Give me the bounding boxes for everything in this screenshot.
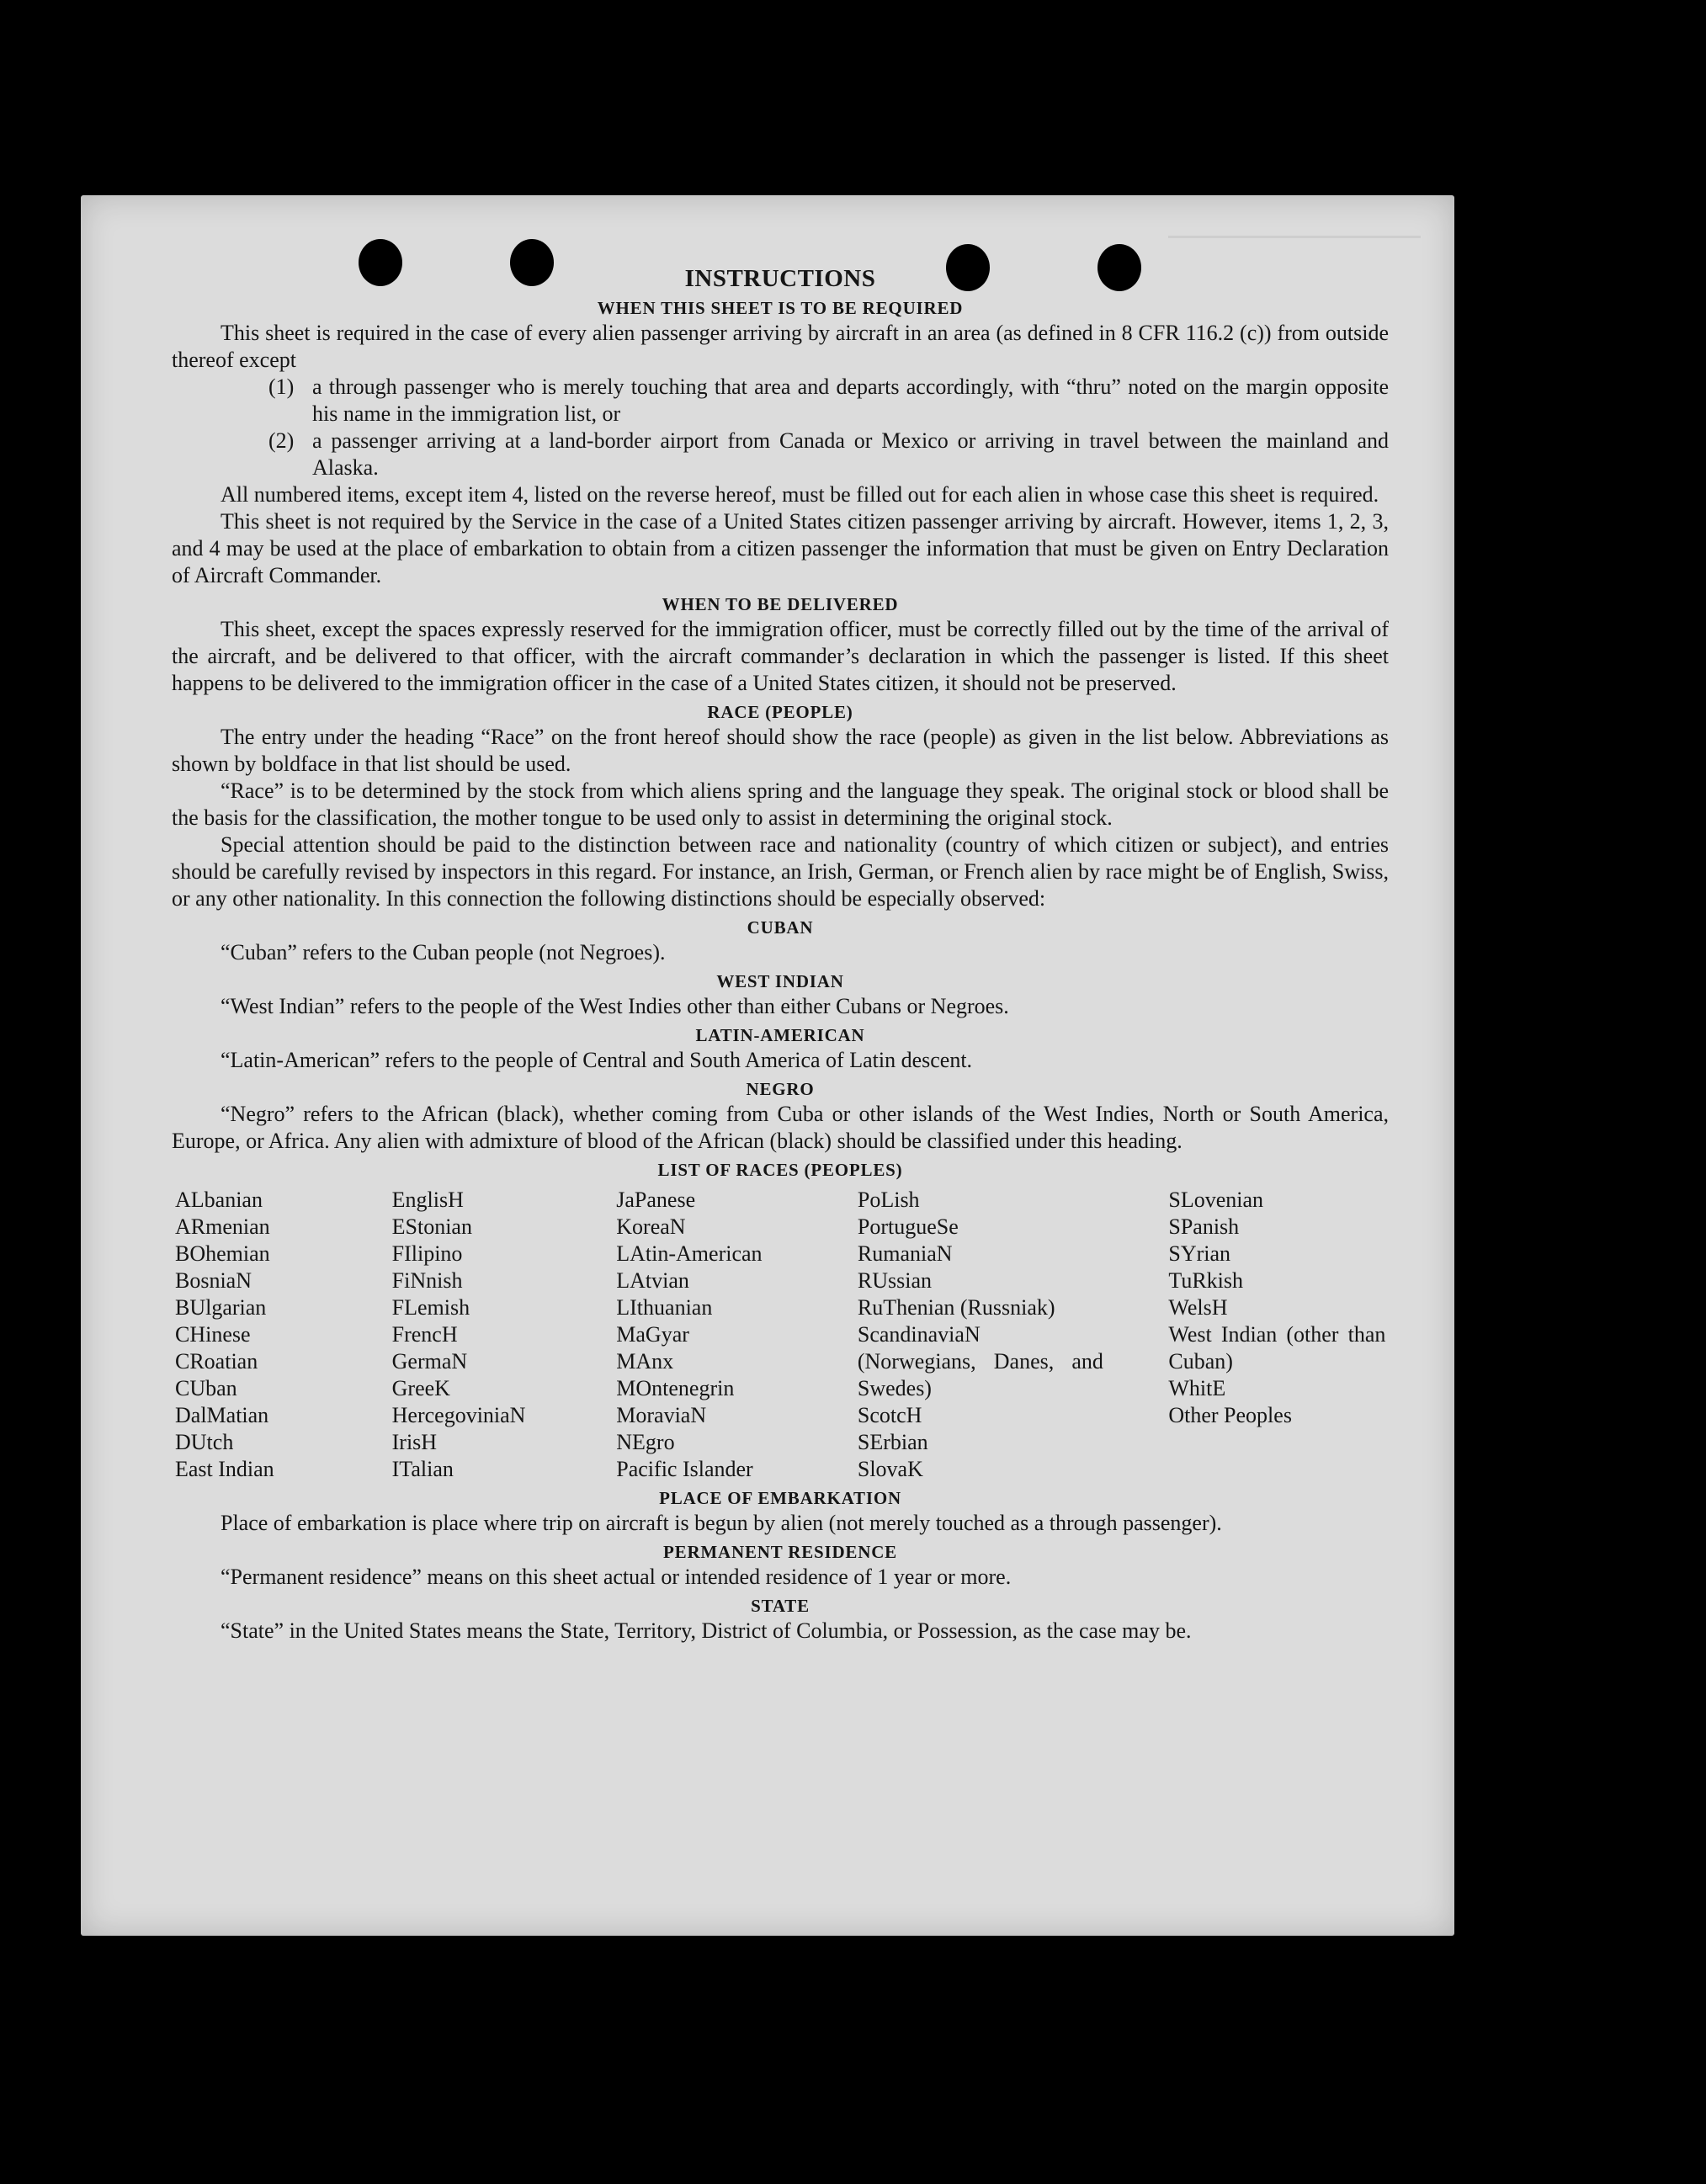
- race-entry: West Indian (other than Cuban): [1168, 1322, 1386, 1374]
- paragraph: This sheet is not required by the Service in the case of a United States citizen passenger arriving by aircraft. However, items 1, 2, 3, and 4 may be used at the place of embarkation to obtain from a citizen passenger the information that must be given on Entry Declaration of Aircraft Commander.: [172, 509, 1389, 587]
- race-entry: LIthuanian: [616, 1295, 713, 1320]
- race-entry: Other Peoples: [1168, 1403, 1292, 1427]
- section-heading-cuban: CUBAN: [747, 917, 814, 938]
- races-list: [175, 1187, 1389, 1483]
- race-entry: FiNnish: [391, 1268, 463, 1293]
- instruction-sheet: [81, 195, 1454, 1936]
- section-heading-west-indian: WEST INDIAN: [716, 971, 844, 991]
- races-column: [858, 1187, 1168, 1483]
- race-entry: DUtch: [175, 1430, 234, 1454]
- paragraph: “Permanent residence” means on this sheet actual or intended residence of 1 year or more.: [221, 1565, 1012, 1589]
- race-entry: PoLish: [857, 1188, 920, 1212]
- race-entry: SErbian: [857, 1430, 928, 1454]
- item-text: a passenger arriving at a land-border airport from Canada or Mexico or arriving in travel between the mainland and Alaska.: [312, 428, 1389, 480]
- race-entry: KoreaN: [616, 1214, 686, 1239]
- race-entry: SYrian: [1168, 1241, 1231, 1266]
- paragraph: “West Indian” refers to the people of the West Indies other than either Cubans or Negroes.: [221, 994, 1009, 1018]
- race-entry: Pacific Islander: [616, 1457, 753, 1481]
- section-heading-race: RACE (PEOPLE): [707, 702, 853, 722]
- race-entry: IrisH: [391, 1430, 438, 1454]
- race-entry: ScandinaviaN (Norwegians, Danes, and Swedes): [857, 1322, 1103, 1400]
- race-entry: DalMatian: [175, 1403, 269, 1427]
- paragraph: Special attention should be paid to the distinction between race and nationality (country of which citizen or subject), and entries should be carefully revised by inspectors in this regard. For instance, an Irish, German, or French alien by race might be of English, Swiss, or any other nationality. In this connection the following distinctions should be especially observed:: [172, 832, 1389, 911]
- item-number: (2): [268, 428, 295, 453]
- race-entry: GreeK: [391, 1376, 450, 1400]
- page-title: INSTRUCTIONS: [684, 265, 876, 292]
- paragraph: This sheet is required in the case of every alien passenger arriving by aircraft in an area (as defined in 8 CFR 116.2 (c)) from outside thereof except: [172, 321, 1389, 372]
- section-heading-permanent-residence: PERMANENT RESIDENCE: [663, 1542, 897, 1562]
- paragraph: “Race” is to be determined by the stock from which aliens spring and the language they speak. The original stock or blood shall be the basis for the classification, the mother tongue to be used only to assist in determining the original stock.: [172, 778, 1389, 830]
- paragraph: All numbered items, except item 4, listed on the reverse hereof, must be filled out for each alien in whose case this sheet is required.: [221, 482, 1379, 507]
- race-entry: FrencH: [391, 1322, 458, 1347]
- paragraph: “State” in the United States means the State, Territory, District of Columbia, or Possession, as the case may be.: [221, 1618, 1192, 1643]
- section-heading-when-required: WHEN THIS SHEET IS TO BE REQUIRED: [597, 298, 964, 318]
- race-entry: RuThenian (Russniak): [857, 1295, 1055, 1320]
- item-text: a through passenger who is merely touching that area and departs accordingly, with “thru” noted on the margin opposite his name in the immigration list, or: [312, 375, 1389, 426]
- races-column: [616, 1187, 858, 1483]
- exception-item: [268, 374, 1389, 428]
- paragraph: “Negro” refers to the African (black), whether coming from Cuba or other islands of the West Indies, North or South America, Europe, or Africa. Any alien with admixture of blood of the African (black) should be classified under this heading.: [172, 1102, 1389, 1153]
- race-entry: FIlipino: [391, 1241, 463, 1266]
- race-entry: SPanish: [1168, 1214, 1240, 1239]
- race-entry: LAtin-American: [616, 1241, 763, 1266]
- races-column: [175, 1187, 392, 1483]
- paragraph: Place of embarkation is place where trip on aircraft is begun by alien (not merely touched as a through passenger).: [221, 1511, 1222, 1535]
- race-entry: MoraviaN: [616, 1403, 707, 1427]
- race-entry: CUban: [175, 1376, 237, 1400]
- race-entry: TuRkish: [1168, 1268, 1244, 1293]
- race-entry: ALbanian: [175, 1188, 263, 1212]
- race-entry: RumaniaN: [857, 1241, 953, 1266]
- item-number: (1): [268, 375, 295, 399]
- section-heading-when-delivered: WHEN TO BE DELIVERED: [662, 594, 899, 614]
- section-heading-latin-american: LATIN-AMERICAN: [695, 1025, 865, 1045]
- race-entry: CRoatian: [175, 1349, 258, 1374]
- race-entry: WhitE: [1168, 1376, 1226, 1400]
- section-heading-negro: NEGRO: [746, 1079, 815, 1099]
- race-entry: SlovaK: [857, 1457, 923, 1481]
- section-heading-state: STATE: [751, 1596, 810, 1616]
- race-entry: EStonian: [391, 1214, 472, 1239]
- race-entry: BOhemian: [175, 1241, 270, 1266]
- section-heading-list-of-races: LIST OF RACES (PEOPLES): [657, 1160, 903, 1180]
- race-entry: East Indian: [175, 1457, 274, 1481]
- race-entry: EnglisH: [391, 1188, 464, 1212]
- race-entry: BUlgarian: [175, 1295, 267, 1320]
- race-entry: BosniaN: [175, 1268, 252, 1293]
- paragraph: “Cuban” refers to the Cuban people (not Negroes).: [221, 940, 666, 964]
- race-entry: LAtvian: [616, 1268, 689, 1293]
- race-entry: WelsH: [1168, 1295, 1228, 1320]
- race-entry: MaGyar: [616, 1322, 689, 1347]
- race-entry: JaPanese: [616, 1188, 696, 1212]
- race-entry: ITalian: [391, 1457, 454, 1481]
- exception-item: [268, 428, 1389, 481]
- race-entry: RUssian: [857, 1268, 932, 1293]
- race-entry: FLemish: [391, 1295, 470, 1320]
- race-entry: HercegoviniaN: [391, 1403, 526, 1427]
- race-entry: MAnx: [616, 1349, 674, 1374]
- instructions-body: [172, 264, 1389, 1645]
- paragraph: The entry under the heading “Race” on the front hereof should show the race (people) as given in the list below. Abbreviations as shown by boldface in that list should be used.: [172, 725, 1389, 776]
- race-entry: SLovenian: [1168, 1188, 1264, 1212]
- race-entry: CHinese: [175, 1322, 251, 1347]
- paragraph: This sheet, except the spaces expressly reserved for the immigration officer, must be correctly filled out by the time of the arrival of the aircraft, and be delivered to that officer, with the aircraft commander’s declaration in which the passenger is listed. If this sheet happens to be delivered to the immigration officer in the case of a United States citizen, it should not be preserved.: [172, 617, 1389, 695]
- race-entry: NEgro: [616, 1430, 675, 1454]
- races-column: [392, 1187, 617, 1483]
- section-heading-embarkation: PLACE OF EMBARKATION: [659, 1488, 901, 1508]
- race-entry: ScotcH: [857, 1403, 922, 1427]
- race-entry: ARmenian: [175, 1214, 270, 1239]
- race-entry: PortugueSe: [857, 1214, 959, 1239]
- races-column: [1168, 1187, 1389, 1483]
- race-entry: MOntenegrin: [616, 1376, 735, 1400]
- paragraph: “Latin-American” refers to the people of Central and South America of Latin descent.: [221, 1048, 973, 1072]
- race-entry: GermaN: [391, 1349, 468, 1374]
